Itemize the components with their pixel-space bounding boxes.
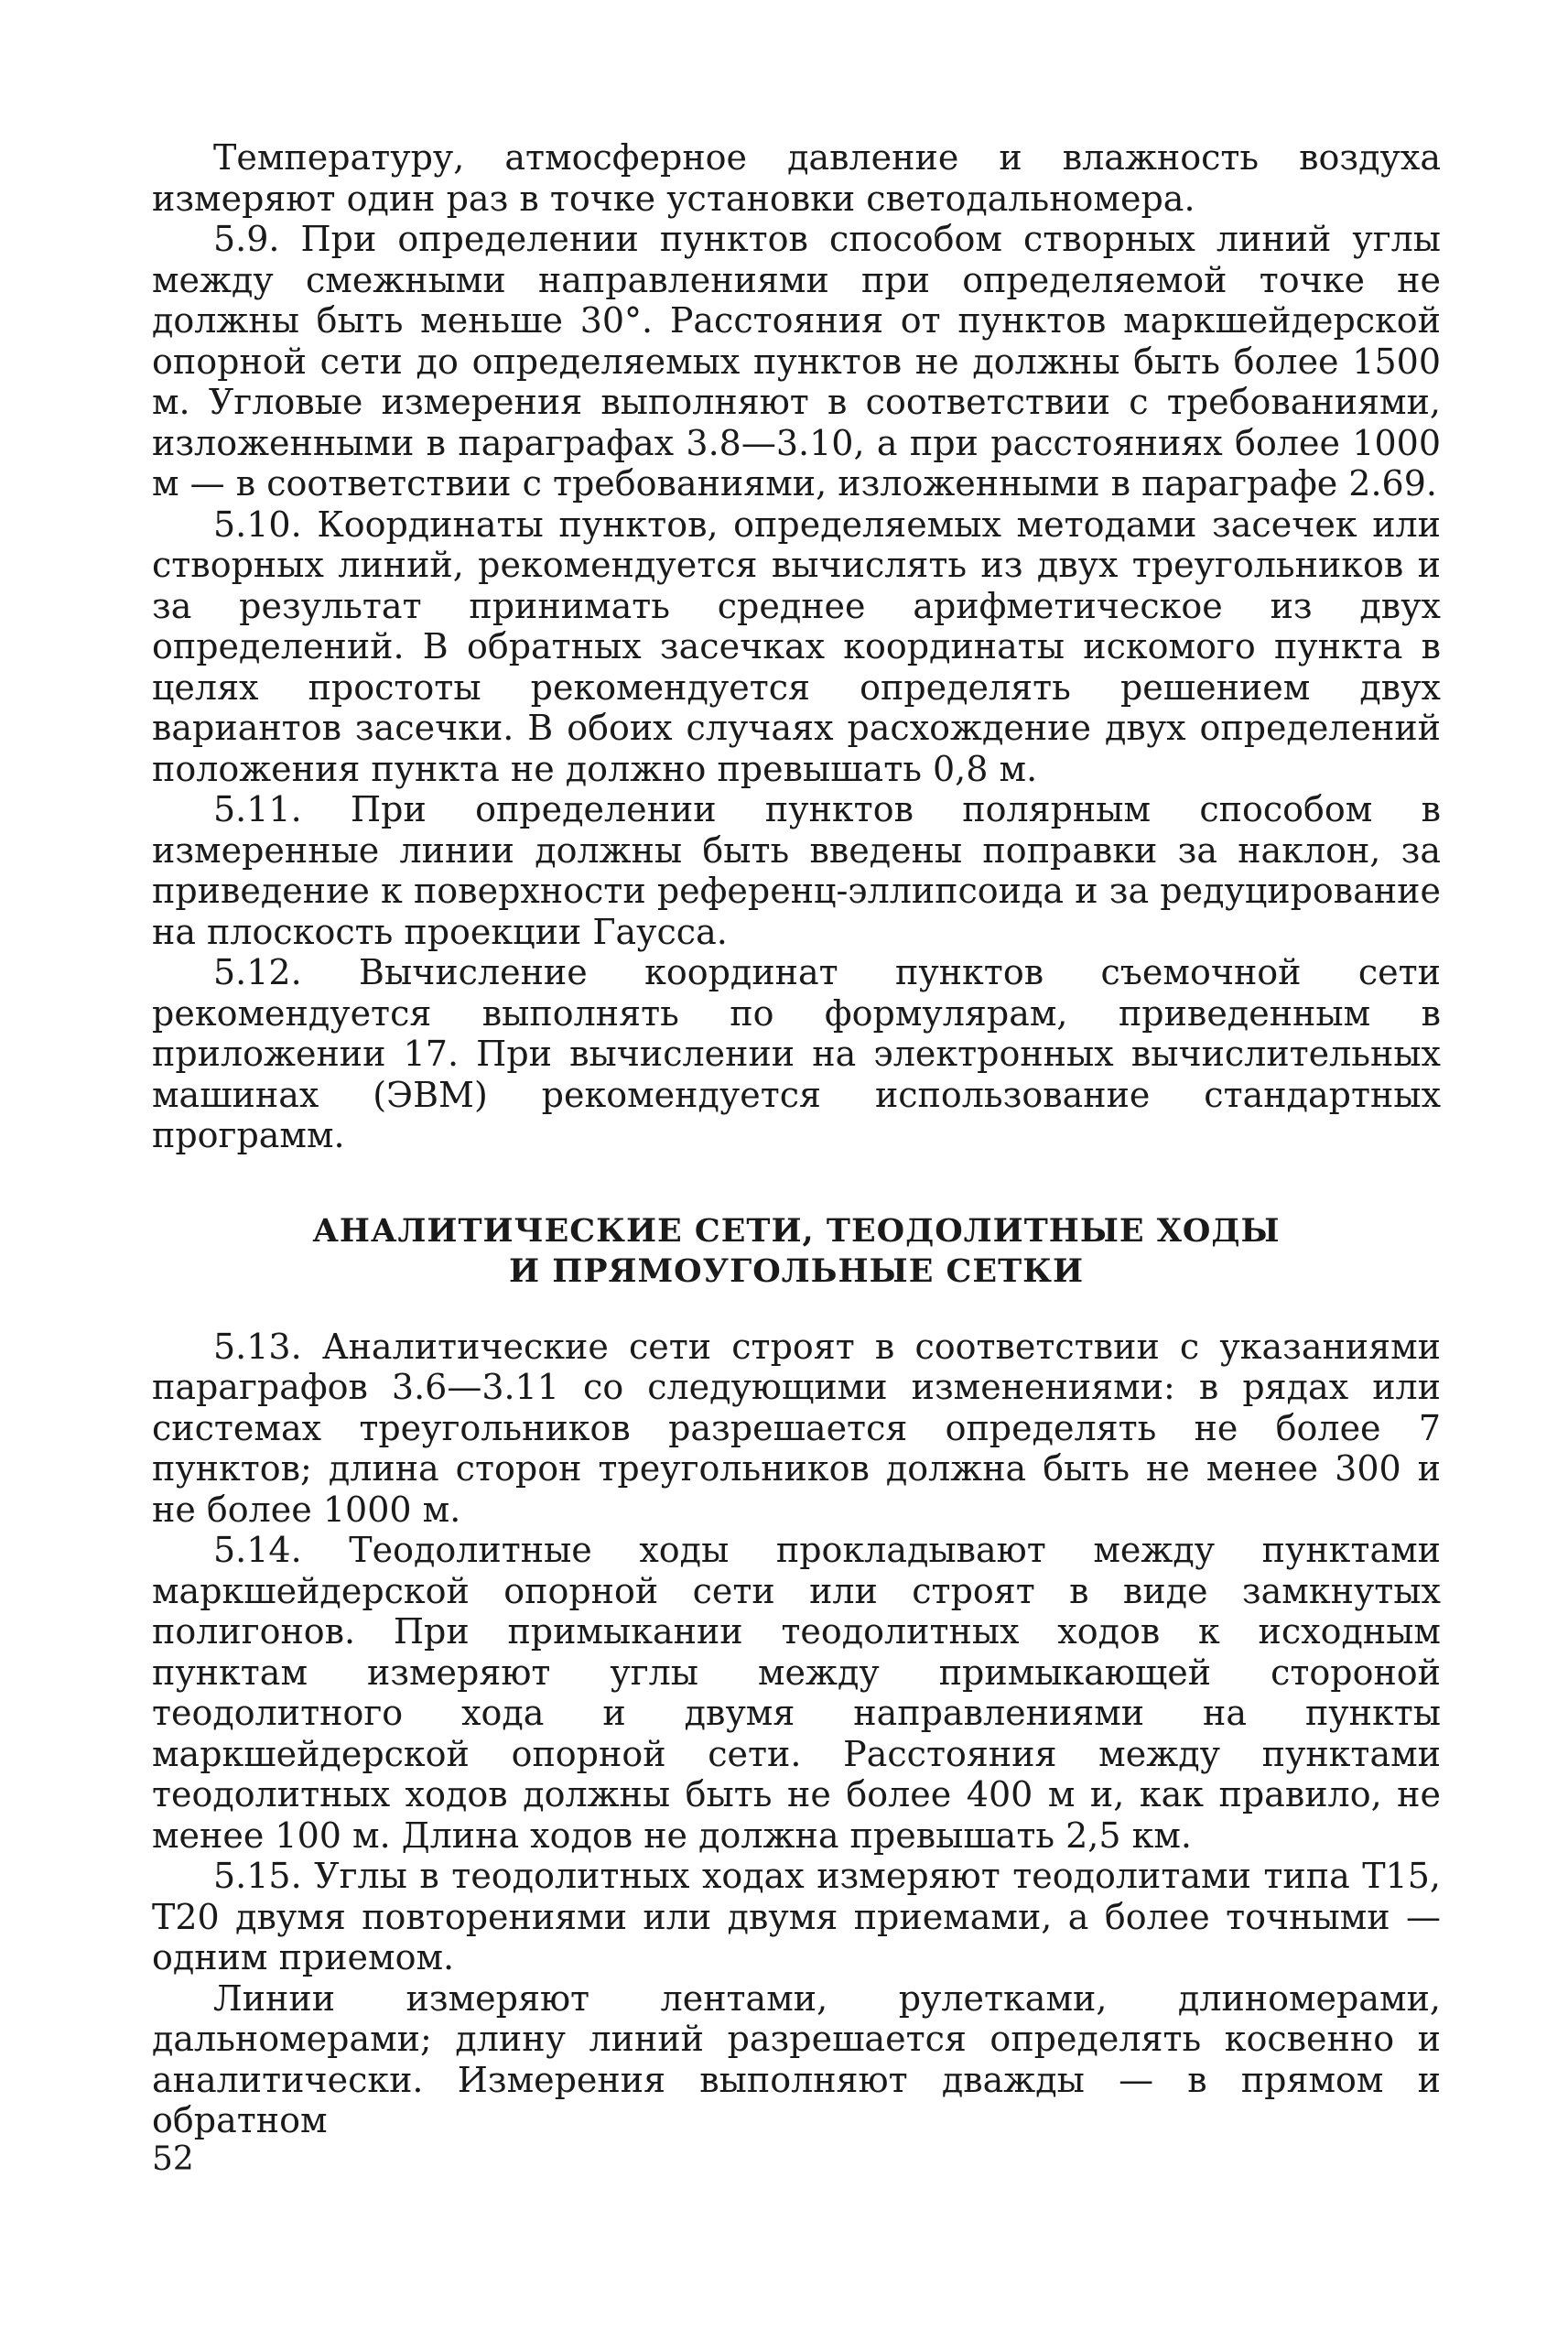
paragraph-5-15: 5.15. Углы в теодолитных ходах измеряют теодолитами типа Т15, Т20 двумя повторениями или двумя приемами, а более точными — одним приемом. bbox=[152, 1856, 1441, 1977]
page-body bbox=[152, 137, 1441, 2141]
section-heading-line-2: И ПРЯМОУГОЛЬНЫЕ СЕТКИ bbox=[508, 1251, 1085, 1290]
page-number: 52 bbox=[152, 2140, 194, 2178]
paragraph-5-13: 5.13. Аналитические сети строят в соответствии с указаниями параграфов 3.6—3.11 со следующими изменениями: в рядах или системах треугольников разрешается определять не более 7 пунктов; длина сторон треугольников должна быть не менее 300 и не более 1000 м. bbox=[152, 1326, 1441, 1530]
paragraph-5-10: 5.10. Координаты пунктов, определяемых методами засечек или створных линий, рекомендуется вычислять из двух треугольников и за результат принимать среднее арифметическое из двух определений. В обратных засечках координаты искомого пункта в целях простоты рекомендуется определять решением двух вариантов засечки. В обоих случаях расхождение двух определений положения пункта не должно превышать 0,8 м. bbox=[152, 504, 1441, 789]
paragraph-5-12: 5.12. Вычисление координат пунктов съемочной сети рекомендуется выполнять по формулярам, приведенным в приложении 17. При вычислении на электронных вычислительных машинах (ЭВМ) рекомендуется использование стандартных программ. bbox=[152, 952, 1441, 1155]
paragraph-5-14: 5.14. Теодолитные ходы прокладывают между пунктами маркшейдерской опорной сети или строят в виде замкнутых полигонов. При примыкании теодолитных ходов к исходным пунктам измеряют углы между примыкающей стороной теодолитного хода и двумя направлениями на пункты маркшейдерской опорной сети. Расстояния между пунктами теодолитных ходов должны быть не более 400 м и, как правило, не менее 100 м. Длина ходов не должна превышать 2,5 км. bbox=[152, 1530, 1441, 1856]
section-heading-line-1: АНАЛИТИЧЕСКИЕ СЕТИ, ТЕОДОЛИТНЫЕ ХОДЫ bbox=[312, 1211, 1281, 1250]
paragraph-lines-measurement: Линии измеряют лентами, рулетками, длиномерами, дальномерами; длину линий разрешается определять косвенно и аналитически. Измерения выполняют дважды — в прямом и обратном bbox=[152, 1977, 1441, 2140]
paragraph-5-11: 5.11. При определении пунктов полярным способом в измеренные линии должны быть введены поправки за наклон, за приведение к поверхности референц-эллипсоида и за редуцирование на плоскость проекции Гаусса. bbox=[152, 789, 1441, 952]
paragraph-5-9: 5.9. При определении пунктов способом створных линий углы между смежными направлениями при определяемой точке не должны быть меньше 30°. Расстояния от пунктов маркшейдерской опорной сети до определяемых пунктов не должны быть более 1500 м. Угловые измерения выполняют в соответствии с требованиями, изложенными в параграфах 3.8—3.10, а при расстояниях более 1000 м — в соответствии с требованиями, изложенными в параграфе 2.69. bbox=[152, 219, 1441, 504]
section-heading bbox=[152, 1211, 1441, 1292]
paragraph-intro: Температуру, атмосферное давление и влажность воздуха измеряют один раз в точке установки светодальномера. bbox=[152, 137, 1441, 219]
